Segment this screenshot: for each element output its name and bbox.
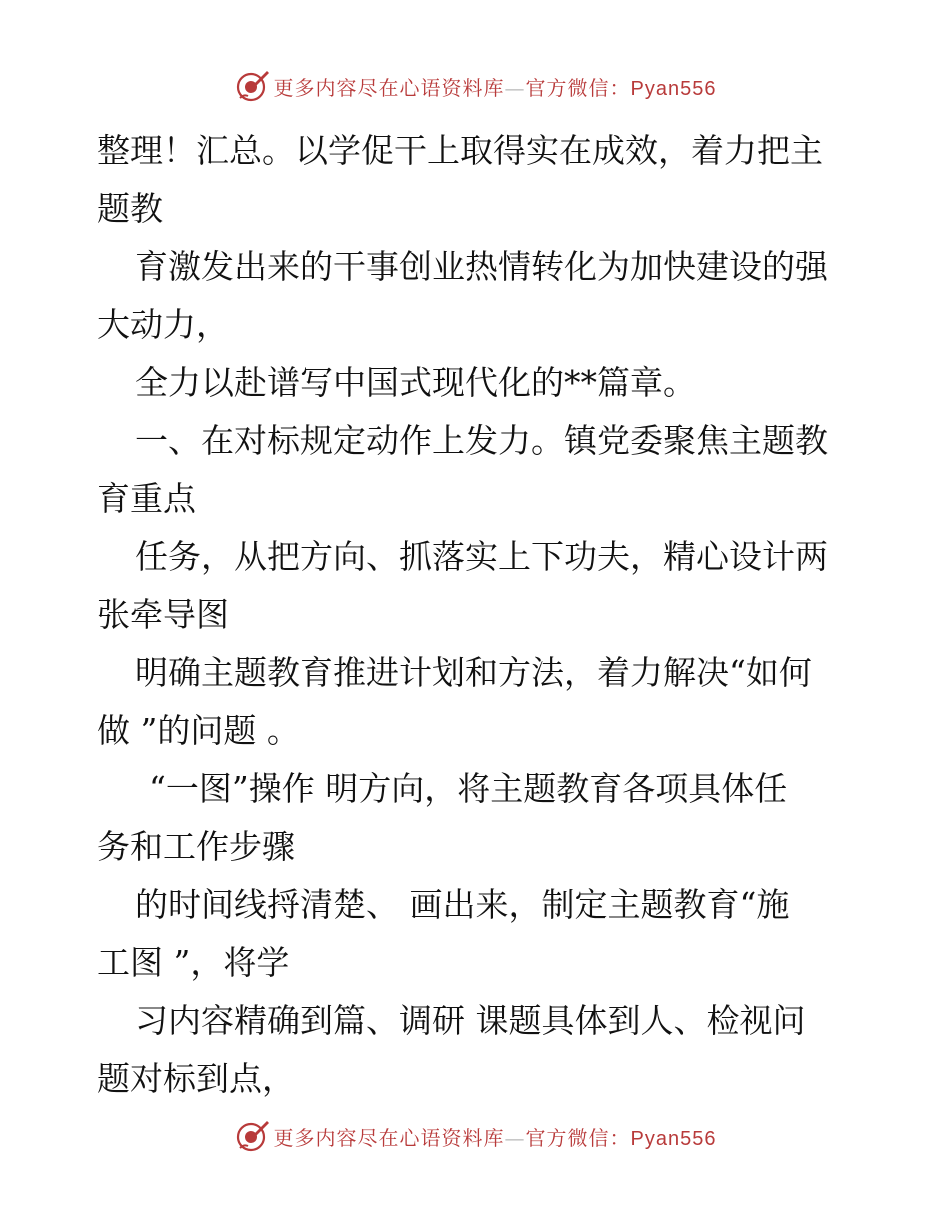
- header-watermark-banner: [0, 68, 950, 112]
- text-line: 全力以赴谱写中国式现代化的**篇章。: [135, 363, 696, 402]
- text-line: 张牵导图: [97, 595, 229, 634]
- text-line: 任务，从把方向、抓落实上下功夫，精心设计两: [135, 537, 828, 576]
- text-line: 整理！汇总。以学促干上取得实在成效，着力把主: [97, 131, 823, 170]
- text-line: 大动力，: [97, 305, 229, 344]
- document-body: [97, 122, 857, 1108]
- paragraph: [97, 238, 857, 354]
- paragraph: [97, 528, 857, 644]
- banner-text: 更多内容尽在心语资料库—官方微信：Pyan556: [273, 1125, 717, 1150]
- text-line: 题教: [97, 189, 163, 228]
- text-line: 习内容精确到篇、调研 课题具体到人、检视问: [135, 1001, 806, 1040]
- text-line: 的时间线捋清楚、 画出来，制定主题教育“施: [135, 885, 790, 924]
- paragraph: [97, 412, 857, 528]
- footer-watermark-banner: [0, 1118, 950, 1162]
- text-line: 务和工作步骤: [97, 827, 295, 866]
- banner-text: 更多内容尽在心语资料库—官方微信：Pyan556: [273, 75, 717, 100]
- paragraph: [97, 876, 857, 992]
- text-line: 明确主题教育推进计划和方法，着力解决“如何: [135, 653, 812, 692]
- paragraph: [97, 644, 857, 760]
- text-line: 题对标到点，: [97, 1059, 295, 1098]
- paragraph: [97, 354, 857, 412]
- text-line: 育重点: [97, 479, 196, 518]
- text-line: 一、在对标规定动作上发力。镇党委聚焦主题教: [135, 421, 828, 460]
- paragraph: [97, 760, 857, 876]
- paragraph: [97, 992, 857, 1108]
- pen-logo-icon: [234, 68, 270, 104]
- pen-logo-icon: [234, 1118, 270, 1154]
- text-line: 做 ”的问题 。: [97, 711, 300, 750]
- text-line: 育激发出来的干事创业热情转化为加快建设的强: [135, 247, 828, 286]
- paragraph: [97, 122, 857, 238]
- text-line: 工图 ”，将学: [97, 943, 290, 982]
- text-line: “一图”操作 明方向，将主题教育各项具体任: [149, 769, 788, 808]
